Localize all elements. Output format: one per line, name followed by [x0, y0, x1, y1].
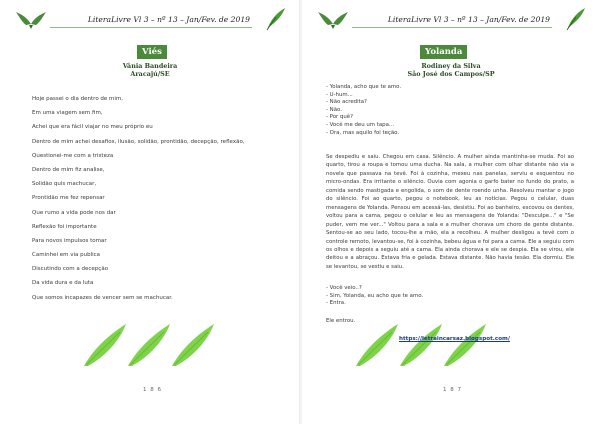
poem-line: Hoje passei o dia dentro de mim,	[32, 96, 124, 102]
poem-location: Aracajú/SE	[130, 70, 170, 78]
header-title: LiteraLivre Vl 3 – nº 13 – Jan/Fev. de 2019	[87, 15, 250, 24]
story-title: Yolanda	[420, 45, 467, 59]
poem-author: Vânia Bandeira	[122, 62, 178, 70]
poem-title: Viés	[137, 45, 167, 59]
story-dialog	[326, 84, 574, 137]
wings-logo-icon	[318, 10, 348, 30]
poem-line: Caminhei em via publica	[32, 252, 101, 259]
header-title: LiteraLivre Vl 3 – nº 13 – Jan/Fev. de 2019	[387, 15, 550, 24]
dialog-line: - U-hum...	[326, 91, 353, 98]
dialog-line: - Não.	[326, 106, 342, 113]
dialog-line: - Você veio..?	[326, 285, 362, 291]
poem-line: Discutindo com a decepção	[32, 266, 109, 273]
leaves-ornament-icon	[352, 322, 492, 368]
right-header	[318, 7, 586, 33]
poem-line: Dentro de mim fiz analise,	[32, 166, 105, 173]
leaves-ornament-icon	[80, 322, 220, 368]
poem-line: Reflexão foi importante	[32, 223, 97, 230]
wings-logo-icon	[16, 10, 46, 30]
poem-line: Que somos incapazes de vencer sem se machucar.	[32, 294, 173, 301]
header-rule	[50, 27, 252, 28]
poem-line: Que rumo a vida pode nos dar	[32, 209, 116, 216]
page-number: 1 8 7	[443, 387, 462, 393]
poem-line: Dentro de mim achei desafios, ilusão, solidão, prontidão, decepção, reflexão,	[32, 138, 245, 145]
poem-line: Prontidão me fez repensar	[32, 195, 105, 202]
poem-line: Para novos impulsos tomar	[32, 237, 107, 244]
story-author: Rodiney da Silva	[421, 62, 481, 70]
story-closing-dialog	[326, 285, 574, 308]
dialog-line: - Você me deu um tapa...	[326, 121, 395, 128]
left-header	[16, 7, 286, 33]
poem-line: Da vida dura e da luta	[32, 280, 94, 287]
dialog-line: - Sim, Yolanda, eu acho que te amo.	[326, 292, 424, 299]
poem-line: Em uma viagem sem fim,	[32, 110, 103, 117]
dialog-line: - Yolanda, acho que te amo.	[326, 84, 402, 90]
story-paragraph-text: Se despediu e saiu. Chegou em casa. Silêncio. A mulher ainda mantinha-se muda. Foi ao quarto, tirou a roupa e tomou uma ducha. Na sala, a mulher com olhar distante não via a novela que passava na tevê. Foi à cozinha, mexeu nas panelas, serviu e esquentou no micro-ondas. Era irritante o silêncio. Ouvia com agonia o garfo bater no fundo do prato, a comida sendo mastigada e engolida, o som de dente roendo unha. Resolveu mantar o jogo do silêncio. Foi ao quarto, pegou o notebook, leu as notícias. Pegou o celular, duas mensagens de Yolanda. Pensou em acessá-las, desistiu. Foi ao banheiro, escovou os dentes, voltou para a cama, pegou o celular e leu as mensagens de Yolanda: "Desculpe..." e "Se puder, vem me ver..." Voltou para a sala e a mulher chorava um choro de gente distante. Sentou-se ao seu lado, tocou-lhe a mão, ela a recolheu. A mulher desligou a tevê com o controle remoto, levantou-se, foi à cozinha, bebeu água e foi para a cama. Ele a seguiu com os olhos e depois a seguiu até a cama. Ela ainda chorava e ele se despia. Ela se virou, ele deitou e a abraçou. Estava fria e gelada. Estava distante. Não havia tesão. Ela dormiu. Ele se levantou, se vestiu e saiu.	[326, 154, 574, 270]
dialog-line: - Não acredita?	[326, 99, 367, 106]
poem-body	[32, 96, 282, 309]
header-rule	[352, 27, 552, 28]
poem-line: Solidão quis machucar,	[32, 181, 97, 188]
dialog-line: - Ora, mas aquilo foi teção.	[326, 129, 400, 136]
poem-line: Achei que era fácil viajar no meu próprio eu	[32, 124, 153, 131]
story-location: São José dos Campos/SP	[407, 70, 495, 78]
page-number: 1 8 6	[143, 387, 162, 393]
dialog-line: - Por quê?	[326, 114, 353, 121]
story-signoff: Ele entrou.	[326, 318, 356, 324]
quill-pen-icon	[264, 7, 286, 31]
poem-line: Questionei-me com a tristeza	[32, 152, 114, 159]
quill-pen-icon	[564, 7, 586, 31]
blog-link[interactable]: https://letraincarsaz.blogspot.com/	[399, 336, 510, 342]
story-paragraph	[326, 153, 574, 271]
dialog-line: - Entra.	[326, 300, 346, 307]
